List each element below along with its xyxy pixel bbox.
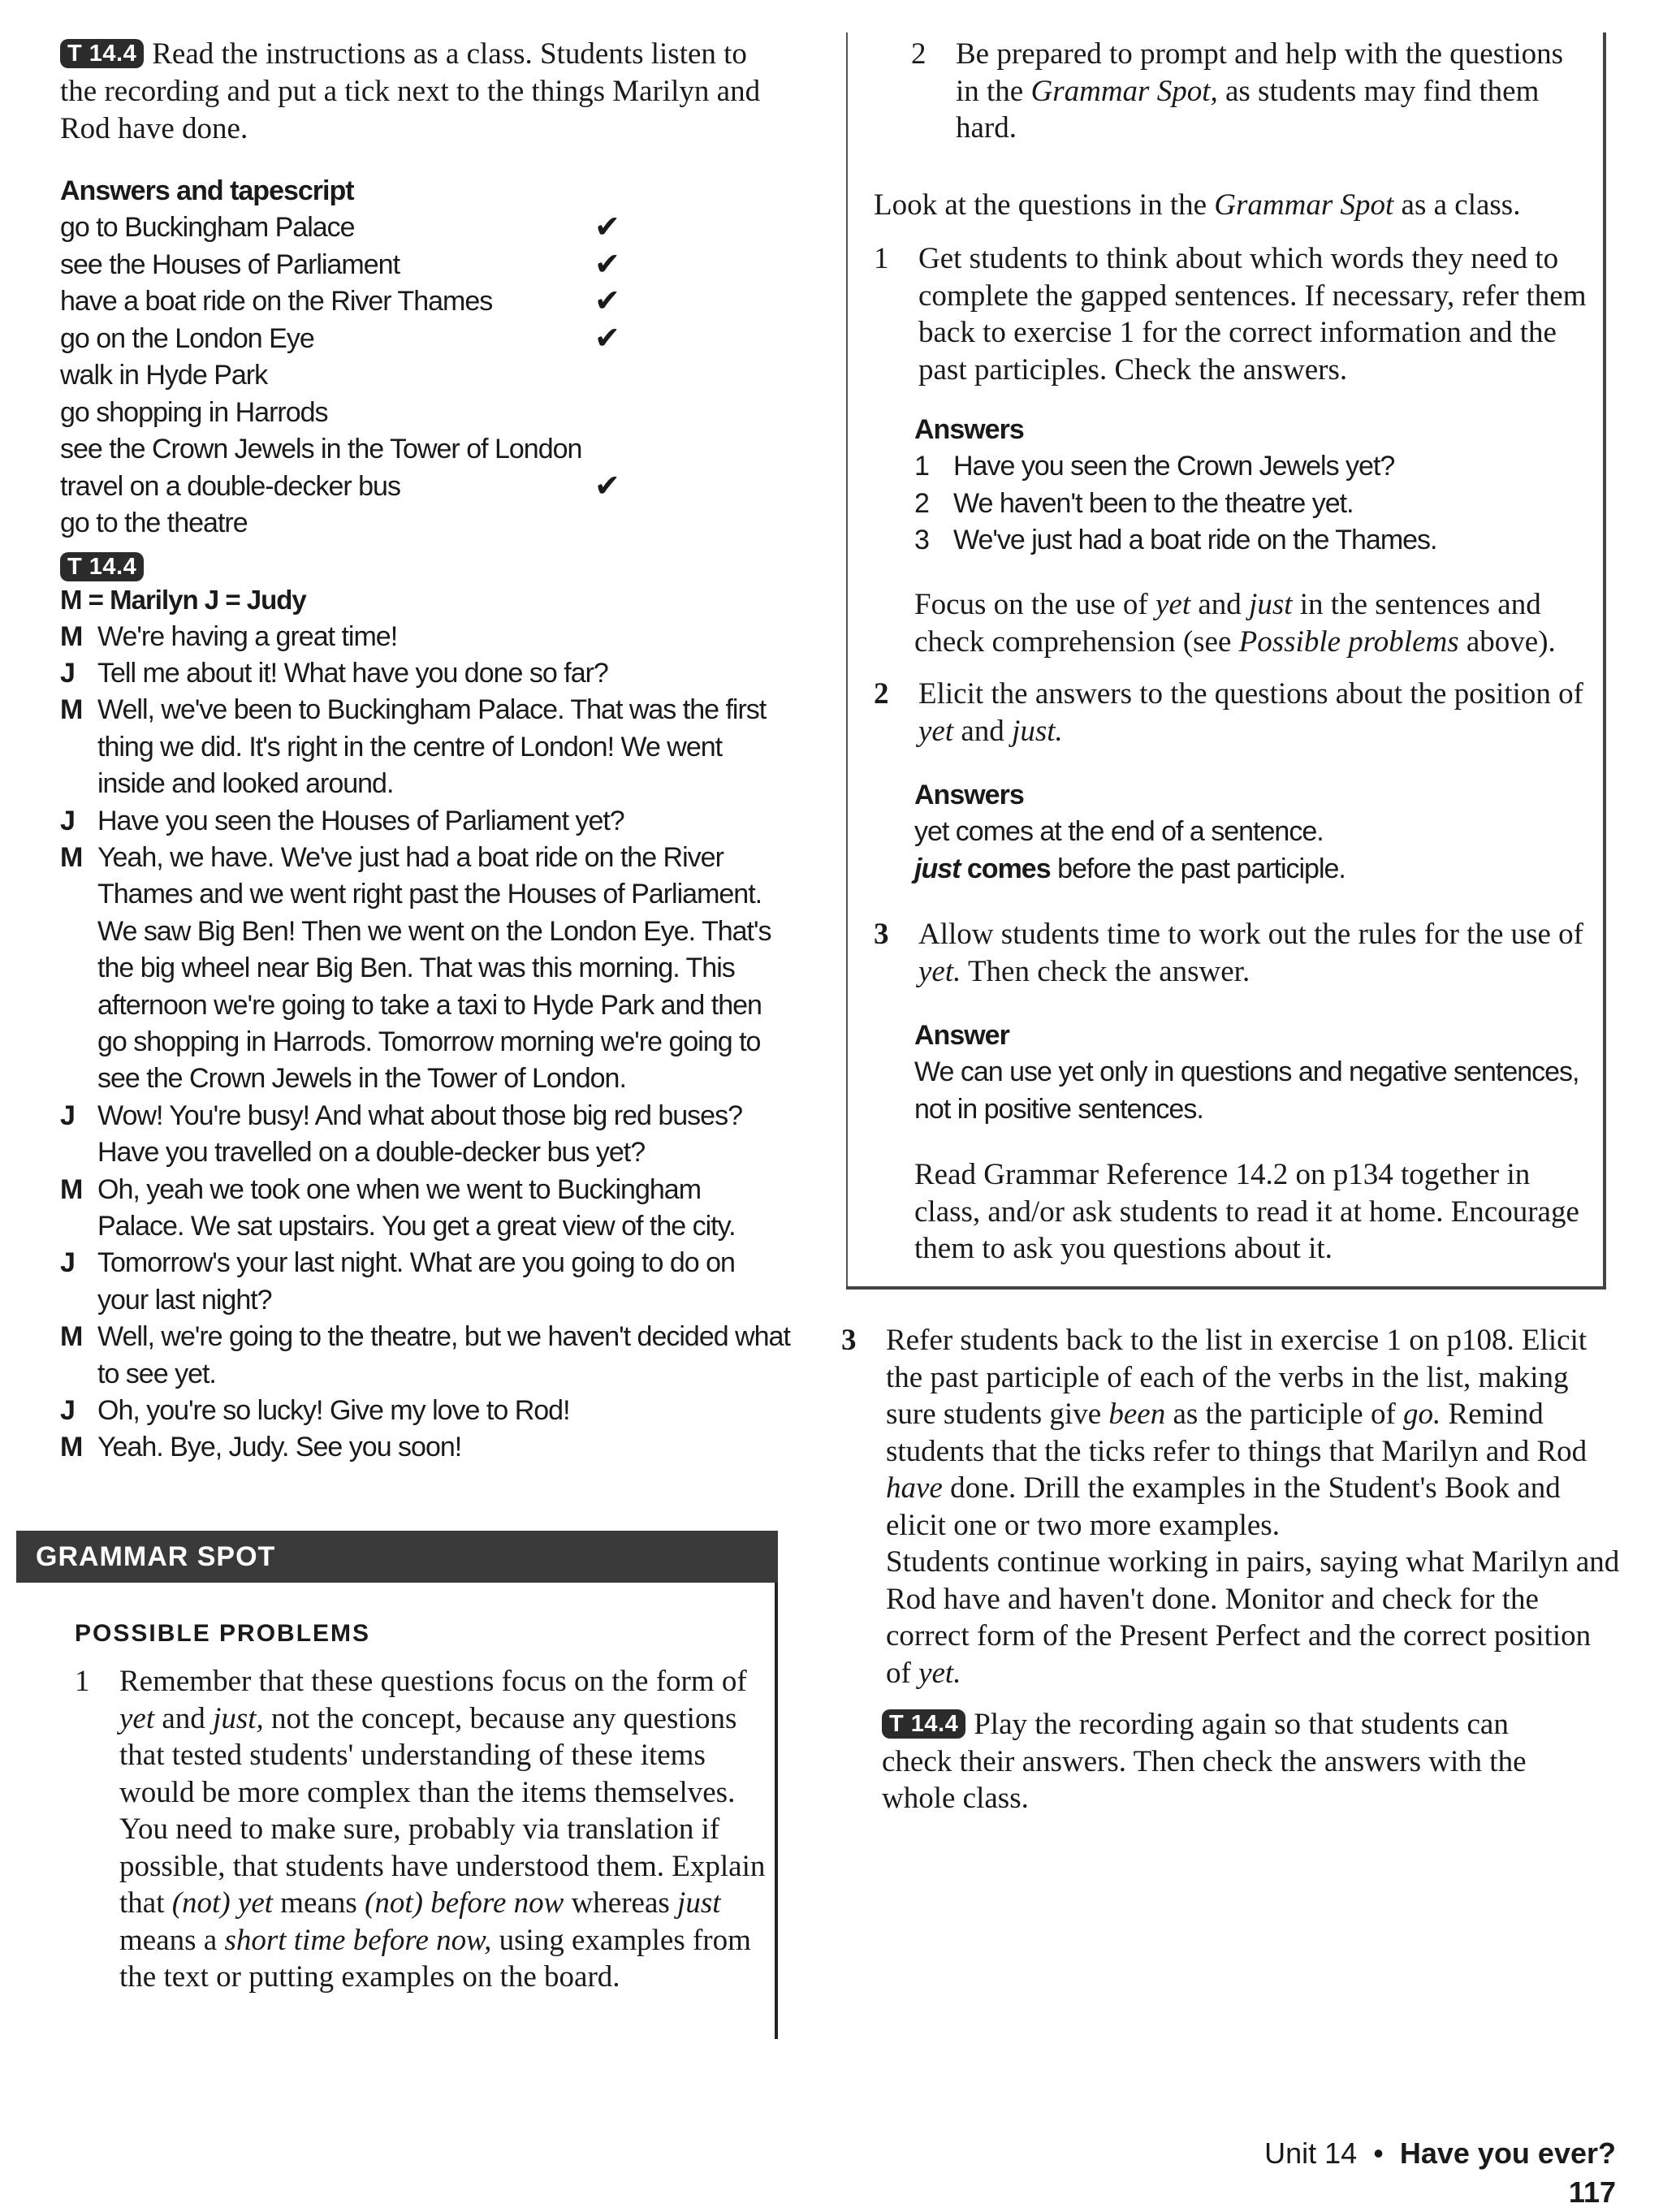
answer-text: walk in Hyde Park bbox=[60, 360, 268, 391]
answer-row bbox=[60, 395, 661, 432]
item-number: 2 bbox=[874, 677, 889, 711]
grammar-spot-body bbox=[75, 1616, 773, 1996]
answer-text: travel on a double-decker bus bbox=[60, 470, 400, 502]
speech-text: Yeah, we have. We've just had a boat ride on the River Thames and we went right past the Houses of Parliament. We saw Big Ben! Then we went on the London Eye. That's the big wheel near Big Ben. That was this morning. This afternoon we're going to take a taxi to Hyde Park and then go shopping in Harrods. Tomorrow morning we're going to see the Crown Jewels in the Tower of London. bbox=[97, 841, 771, 1095]
answer-text: go to Buckingham Palace bbox=[60, 212, 355, 243]
dialogue-line bbox=[60, 1172, 791, 1246]
speech-text: Wow! You're busy! And what about those big red buses? Have you travelled on a double-decker bus yet? bbox=[97, 1100, 742, 1169]
play-again-paragraph bbox=[882, 1706, 1580, 1817]
possible-problem-1 bbox=[75, 1663, 773, 1996]
dialogue-line bbox=[60, 1098, 791, 1172]
tapescript-badge-row bbox=[60, 552, 791, 581]
answer-text: We can use yet only in questions and negative sentences, not in positive sentences. bbox=[914, 1056, 1579, 1125]
answer-row bbox=[60, 210, 661, 247]
recording-badge[interactable]: T 14.4 bbox=[882, 1709, 965, 1739]
answer-line bbox=[914, 448, 1580, 486]
speech-text: Have you seen the Houses of Parliament yet? bbox=[97, 805, 624, 836]
exercise-3-paragraph bbox=[841, 1322, 1621, 1691]
tick-icon: ✔ bbox=[594, 284, 620, 318]
answer-text: go shopping in Harrods bbox=[60, 396, 328, 428]
question-3-answer bbox=[914, 1017, 1580, 1128]
speakers-line: M = Marilyn J = Judy bbox=[60, 584, 306, 615]
question-1-answers bbox=[914, 411, 1580, 559]
page-footer bbox=[1259, 2134, 1616, 2212]
speaker-label: M bbox=[60, 1321, 83, 1353]
answer-row bbox=[60, 283, 661, 321]
grammar-spot-divider bbox=[775, 1583, 778, 2039]
left-column bbox=[60, 36, 791, 1467]
speaker-label: M bbox=[60, 620, 83, 652]
answer-text: We've just had a boat ride on the Thames. bbox=[953, 525, 1437, 555]
grammar-reference-paragraph: Read Grammar Reference 14.2 on p134 together in class, and/or ask students to read it at home. Encourage them to ask you questions about it. bbox=[914, 1158, 1579, 1265]
answer-text: see the Crown Jewels in the Tower of London bbox=[60, 434, 582, 464]
answers-title: Answers bbox=[914, 780, 1024, 810]
item-text: Be prepared to prompt and help with the questions in the Grammar Spot, as students may find them hard. bbox=[956, 37, 1564, 145]
answers-list bbox=[914, 448, 1580, 559]
intro-text: Read the instructions as a class. Students listen to the recording and put a tick next to the things Marilyn and Rod have done. bbox=[60, 37, 761, 145]
speaker-label: M bbox=[60, 694, 83, 726]
answer-row bbox=[60, 357, 661, 395]
tick-icon: ✔ bbox=[594, 247, 620, 282]
answer-text: go to the theatre bbox=[60, 508, 248, 538]
grammar-box bbox=[846, 32, 1606, 1290]
page-number: 117 bbox=[1568, 2175, 1616, 2209]
answer-number: 3 bbox=[914, 525, 929, 555]
dialogue-line bbox=[60, 803, 791, 840]
answer-line bbox=[914, 486, 1580, 523]
speaker-label: J bbox=[60, 1247, 75, 1279]
tick-icon: ✔ bbox=[594, 210, 620, 244]
speech-text: Well, we've been to Buckingham Palace. That was the first thing we did. It's right in the centre of London! We went inside and looked around. bbox=[97, 694, 767, 800]
box-left-border bbox=[846, 32, 848, 1290]
item-number: 1 bbox=[75, 1665, 90, 1698]
item-number: 2 bbox=[911, 37, 927, 71]
unit-label: Unit 14 bbox=[1264, 2136, 1358, 2170]
problem-2 bbox=[911, 36, 1585, 147]
answer-row bbox=[60, 505, 661, 542]
question-2-answers bbox=[914, 776, 1580, 888]
dialogue bbox=[60, 619, 791, 1467]
speaker-label: M bbox=[60, 1432, 83, 1463]
question-1 bbox=[874, 240, 1588, 388]
answer-text: Have you seen the Crown Jewels yet? bbox=[953, 451, 1395, 482]
answer-number: 1 bbox=[914, 451, 929, 482]
answers-title: Answers bbox=[914, 414, 1024, 445]
answer-line: yet comes at the end of a sentence. bbox=[914, 816, 1324, 847]
answer-row bbox=[60, 469, 661, 506]
dialogue-line bbox=[60, 619, 791, 655]
item-text: Refer students back to the list in exercise 1 on p108. Elicit the past participle of each of the verbs in the list, making sure students give been as the participle of go. Remind students that the ticks refer to things that Marilyn and Rod have done. Drill the examples in the Student's Book and elicit one or two more examples. Students continue working in pairs, saying what Marilyn and Rod have and haven't done. Monitor and check for the correct form of the Present Perfect and the correct position of yet. bbox=[886, 1324, 1620, 1690]
answer-row bbox=[60, 321, 661, 358]
item-text: Elicit the answers to the questions about the position of yet and just. bbox=[918, 677, 1584, 748]
speech-text: We're having a great time! bbox=[97, 620, 398, 652]
answers-title: Answers and tapescript bbox=[60, 175, 354, 206]
item-text: Allow students time to work out the rules for the use of yet. Then check the answer. bbox=[918, 918, 1584, 988]
dialogue-line bbox=[60, 840, 791, 1098]
dialogue-line bbox=[60, 655, 791, 692]
possible-problems-title: POSSIBLE PROBLEMS bbox=[75, 1620, 371, 1647]
item-number: 1 bbox=[874, 242, 889, 275]
speaker-label: J bbox=[60, 1100, 75, 1131]
footer-dot: • bbox=[1373, 2136, 1384, 2170]
speech-text: Tell me about it! What have you done so far? bbox=[97, 657, 608, 689]
item-number: 3 bbox=[874, 918, 889, 951]
answer-row bbox=[60, 431, 661, 469]
answer-text: go on the London Eye bbox=[60, 322, 314, 354]
speaker-label: J bbox=[60, 1395, 75, 1427]
speech-text: Well, we're going to the theatre, but we haven't decided what to see yet. bbox=[97, 1321, 790, 1389]
answers-list bbox=[60, 210, 791, 542]
item-number: 3 bbox=[841, 1324, 857, 1357]
play-again-text: Play the recording again so that students can check their answers. Then check the answers with the whole class. bbox=[882, 1708, 1527, 1815]
speaker-label: M bbox=[60, 841, 83, 873]
tick-icon: ✔ bbox=[594, 321, 620, 356]
item-text: Get students to think about which words they need to complete the gapped sentences. If necessary, refer them back to exercise 1 for the correct information and the past participles. Check the answers. bbox=[918, 242, 1587, 387]
speaker-label: J bbox=[60, 805, 75, 836]
answer-number: 2 bbox=[914, 487, 929, 519]
dialogue-line bbox=[60, 692, 791, 802]
answer-title: Answer bbox=[914, 1020, 1009, 1051]
speaker-label: M bbox=[60, 1173, 83, 1205]
question-2 bbox=[874, 676, 1588, 750]
answer-line: just comes before the past participle. bbox=[914, 853, 1346, 884]
speech-text: Oh, you're so lucky! Give my love to Rod! bbox=[97, 1395, 570, 1427]
focus-paragraph: Focus on the use of yet and just in the sentences and check comprehension (see Possible problems above). bbox=[914, 588, 1556, 659]
speech-text: Tomorrow's your last night. What are you going to do on your last night? bbox=[97, 1247, 735, 1316]
look-paragraph: Look at the questions in the Grammar Spot as a class. bbox=[874, 188, 1521, 222]
exercise-3 bbox=[841, 1322, 1621, 1817]
speech-text: Yeah. Bye, Judy. See you soon! bbox=[97, 1432, 462, 1463]
tapescript-badge[interactable]: T 14.4 bbox=[60, 552, 144, 581]
dialogue-line bbox=[60, 1393, 791, 1429]
speaker-label: J bbox=[60, 657, 75, 689]
answer-text: see the Houses of Parliament bbox=[60, 248, 400, 280]
dialogue-line bbox=[60, 1245, 791, 1319]
tick-icon: ✔ bbox=[594, 469, 620, 503]
answer-row bbox=[60, 247, 661, 284]
answer-line bbox=[914, 522, 1580, 559]
dialogue-line bbox=[60, 1429, 791, 1466]
intro-paragraph bbox=[60, 36, 791, 148]
dialogue-line bbox=[60, 1319, 791, 1393]
recording-badge[interactable]: T 14.4 bbox=[60, 39, 144, 68]
question-3 bbox=[874, 916, 1588, 990]
grammar-spot-bar: GRAMMAR SPOT bbox=[16, 1531, 778, 1583]
answer-text: have a boat ride on the River Thames bbox=[60, 286, 493, 317]
item-text: Remember that these questions focus on the form of yet and just, not the concept, because any questions that tested students' understanding of these items would be more complex than the items themselves. You need to make sure, probably via translation if possible, that students have understood them. Explain that (not) yet means (not) before now whereas just means a short time before now, using examples from the text or putting examples on the board. bbox=[119, 1665, 766, 1994]
unit-title: Have you ever? bbox=[1399, 2136, 1616, 2170]
box-bottom-border bbox=[846, 1286, 1606, 1290]
speech-text: Oh, yeah we took one when we went to Buckingham Palace. We sat upstairs. You get a great view of the city. bbox=[97, 1173, 736, 1242]
box-right-border bbox=[1603, 32, 1606, 1290]
answer-text: We haven't been to the theatre yet. bbox=[953, 487, 1354, 519]
